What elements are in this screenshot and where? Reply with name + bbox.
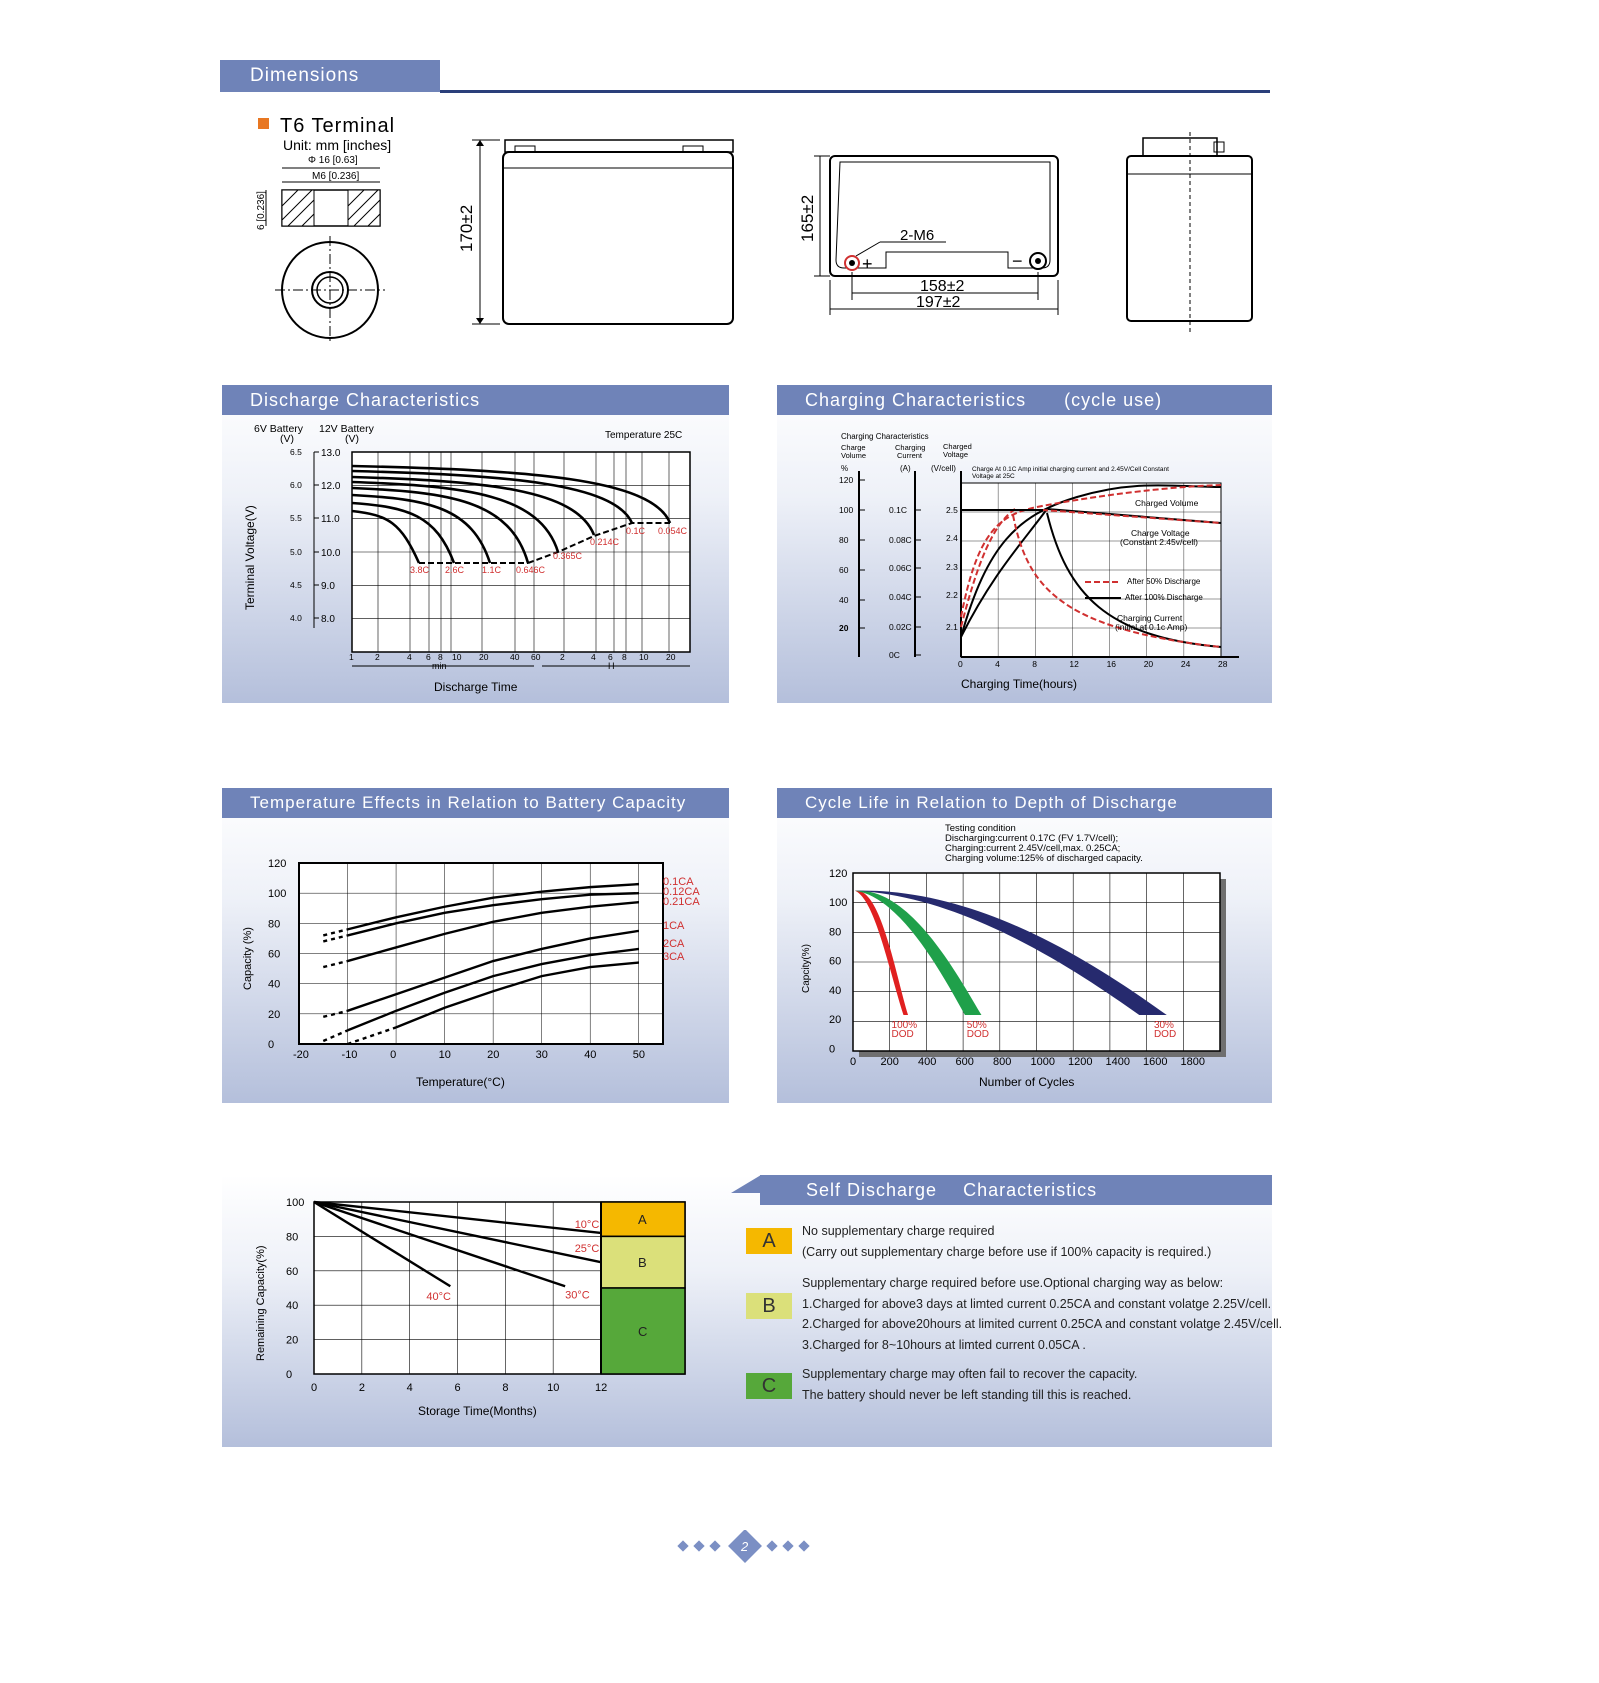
temperature-series-label: 1CA	[663, 920, 685, 932]
storage-xlabel: Storage Time(Months)	[418, 1404, 537, 1418]
storage-xtick: 6	[454, 1382, 461, 1394]
svg-text:−: −	[1012, 251, 1023, 271]
temperature-chart	[222, 818, 729, 1103]
diamond-icon	[782, 1540, 793, 1551]
zone-b-line1: 1.Charged for above3 days at limted current 0.25CA and constant volatge 2.25V/cell.	[802, 1297, 1272, 1311]
charging-ytick-current: 0.06C	[889, 563, 912, 573]
discharge-ytick-12v: 12.0	[321, 481, 341, 492]
storage-ytick: 20	[286, 1334, 299, 1347]
svg-text:Discharging:current 0.17C (FV: Discharging:current 0.17C (FV 1.7V/cell);	[945, 833, 1119, 844]
storage-series-label: 25°C	[574, 1242, 600, 1255]
cycle-series-label: 30%	[1153, 1020, 1174, 1031]
discharge-xtick: 1	[349, 652, 354, 662]
discharge-series-label: 0.214C	[590, 537, 620, 547]
discharge-xtick: 8	[622, 652, 627, 662]
temperature-xlabel: Temperature(°C)	[416, 1075, 505, 1089]
storage-chart	[222, 1175, 722, 1447]
page-number-ornament	[675, 1530, 815, 1564]
temperature-ytick: 0	[268, 1039, 275, 1051]
storage-ytick: 40	[286, 1300, 299, 1313]
svg-text:Charging:current 2.45V/cell,ma: Charging:current 2.45V/cell,max. 0.25CA;	[945, 843, 1121, 854]
dim-170: 170±2	[457, 204, 476, 252]
self-discharge-title-2: Characteristics	[963, 1180, 1098, 1200]
discharge-xtick: 2	[375, 652, 380, 662]
cycle-series-label: DOD	[891, 1029, 914, 1040]
temperature-ytick: 20	[268, 1008, 281, 1021]
cycle-series-label: DOD	[966, 1029, 990, 1040]
svg-text:Charging volume:125% of discha: Charging volume:125% of discharged capacity.	[945, 853, 1143, 864]
svg-text:Charge Voltage: Charge Voltage	[1131, 528, 1190, 538]
self-discharge-header	[760, 1175, 1272, 1205]
cycle-xtick: 1000	[1030, 1056, 1055, 1068]
svg-text:+: +	[862, 254, 873, 274]
page-number: 2	[741, 1539, 749, 1554]
storage-ylabel: Remaining Capacity(%)	[255, 1245, 267, 1361]
charging-ytick-volume: 40	[839, 595, 849, 605]
discharge-xtick: 60	[531, 652, 541, 662]
cycle-chart	[777, 818, 1272, 1103]
discharge-6v-head: 6V Battery	[254, 423, 304, 435]
temperature-ylabel: Capacity (%)	[242, 927, 254, 990]
discharge-ytick-12v: 9.0	[321, 581, 335, 592]
charging-xtick: 0	[958, 659, 963, 669]
charging-chart	[777, 415, 1272, 703]
svg-text:(V): (V)	[345, 433, 359, 445]
temperature-xtick: 20	[487, 1049, 500, 1061]
charging-xtick: 16	[1106, 659, 1117, 669]
charging-title: Charging Characteristics	[805, 390, 1027, 410]
temperature-series-label: 0.1CA	[663, 876, 694, 888]
charging-xlabel: Charging Time(hours)	[961, 677, 1078, 691]
svg-text:(V): (V)	[280, 433, 294, 445]
cycle-series-label: 100%	[891, 1020, 918, 1031]
dim-197: 197±2	[916, 294, 961, 311]
discharge-ytick-6v: 4.5	[290, 580, 302, 590]
svg-text:Testing condition: Testing condition	[945, 823, 1016, 834]
temperature-title: Temperature Effects in Relation to Battery Capacity	[250, 793, 687, 812]
charging-ytick-current: 0C	[889, 650, 900, 660]
discharge-ytick-6v: 5.0	[290, 547, 302, 557]
discharge-12v-head: 12V Battery	[319, 423, 374, 435]
svg-text:After 50% Discharge: After 50% Discharge	[1127, 577, 1201, 586]
charging-title-2: (cycle use)	[1064, 390, 1163, 410]
cycle-ytick: 100	[829, 897, 848, 910]
terminal-bullet-icon	[258, 118, 269, 129]
svg-text:min: min	[432, 661, 447, 671]
temperature-ytick: 120	[268, 858, 287, 870]
discharge-ytick-12v: 13.0	[321, 448, 341, 459]
discharge-series-label: 0.054C	[658, 526, 688, 536]
cycle-ylabel: Capcity(%)	[801, 944, 812, 993]
temperature-xtick: 30	[535, 1049, 548, 1061]
discharge-series-label: 1.1C	[482, 565, 502, 575]
discharge-ytick-6v: 6.0	[290, 480, 302, 490]
discharge-xtick: 20	[479, 652, 489, 662]
cycle-xtick: 1800	[1180, 1056, 1205, 1068]
charging-ytick-volume: 20	[839, 623, 849, 633]
svg-text:H: H	[608, 661, 615, 671]
storage-xtick: 12	[595, 1382, 608, 1394]
zone-b-line2: 2.Charged for above20hours at limited current 0.25CA and constant volatge 2.45V/cell.	[802, 1317, 1283, 1331]
storage-series-label: 10°C	[574, 1218, 600, 1231]
charging-ytick-voltage: 2.5	[946, 505, 958, 515]
zone-c-badge: C	[746, 1373, 792, 1399]
svg-text:Charging Current: Charging Current	[1117, 613, 1183, 623]
discharge-ylabel: Terminal Voltage(V)	[243, 505, 257, 610]
discharge-series-label: 2.6C	[445, 565, 465, 575]
temperature-xtick: 40	[584, 1049, 597, 1061]
discharge-xtick: 6	[608, 652, 613, 662]
dimensions-header	[220, 60, 440, 92]
charging-ytick-current: 0.04C	[889, 592, 912, 602]
charging-ytick-volume: 100	[839, 505, 854, 515]
storage-ytick: 80	[286, 1231, 299, 1244]
cycle-ytick: 60	[829, 955, 842, 968]
dim-165: 165±2	[798, 194, 817, 242]
cycle-xtick: 600	[955, 1056, 974, 1068]
svg-text:(A): (A)	[900, 464, 911, 473]
svg-text:(V/cell): (V/cell)	[931, 464, 956, 473]
dimensions-rule	[440, 90, 1270, 93]
svg-text:Charge: Charge	[841, 443, 866, 452]
diamond-icon	[798, 1540, 809, 1551]
discharge-temp: Temperature 25C	[605, 430, 683, 441]
cycle-xtick: 1400	[1105, 1056, 1130, 1068]
diamond-icon	[693, 1540, 704, 1551]
storage-xtick: 4	[406, 1382, 413, 1394]
discharge-ytick-12v: 10.0	[321, 548, 341, 559]
zone-b-line3: 3.Charged for 8~10hours at limted current 0.05CA .	[802, 1338, 1086, 1352]
zone-a-line2: (Carry out supplementary charge before use if 100% capacity is required.)	[802, 1245, 1212, 1259]
charging-xtick: 28	[1218, 659, 1228, 669]
self-discharge-title: Self Discharge	[806, 1180, 938, 1200]
cycle-series-label: 50%	[966, 1020, 987, 1031]
cycle-ytick: 40	[829, 984, 842, 997]
discharge-xtick: 2	[560, 652, 565, 662]
discharge-ytick-12v: 8.0	[321, 614, 335, 625]
storage-series-label: 30°C	[565, 1289, 590, 1302]
cycle-xtick: 200	[880, 1056, 899, 1068]
charging-xtick: 12	[1069, 659, 1079, 669]
cycle-xtick: 0	[850, 1056, 857, 1068]
temperature-ytick: 60	[268, 948, 281, 961]
charging-ytick-current: 0.1C	[889, 505, 907, 515]
discharge-xtick: 8	[438, 652, 443, 662]
charging-xtick: 4	[995, 659, 1000, 669]
svg-text:Charging: Charging	[895, 443, 926, 452]
zone-c-line2: The battery should never be left standing till this is reached.	[802, 1388, 1132, 1402]
discharge-xtick: 10	[452, 652, 462, 662]
svg-text:Voltage: Voltage	[943, 450, 969, 459]
discharge-xlabel: Discharge Time	[434, 680, 518, 694]
svg-text:Current: Current	[897, 451, 923, 460]
cycle-xtick: 800	[993, 1056, 1012, 1068]
cycle-ytick: 0	[829, 1043, 836, 1056]
temperature-xtick: 0	[390, 1049, 397, 1061]
discharge-series-label: 0.646C	[516, 565, 546, 575]
terminal-title: T6 Terminal	[280, 115, 396, 137]
terminal-h6: 6 [0.236]	[256, 191, 267, 230]
cycle-ytick: 80	[829, 926, 842, 939]
charging-xtick: 8	[1032, 659, 1038, 669]
cycle-xtick: 1200	[1068, 1056, 1093, 1068]
cycle-ytick: 120	[829, 868, 848, 880]
zone-b-line0: Supplementary charge required before use.Optional charging way as below:	[802, 1276, 1224, 1290]
dim-158: 158±2	[920, 278, 965, 295]
zone-b-badge: B	[746, 1293, 792, 1319]
self-discharge-tab-icon	[731, 1175, 761, 1195]
svg-text:After 100% Discharge: After 100% Discharge	[1125, 593, 1203, 602]
temperature-ytick: 80	[268, 918, 281, 931]
storage-zone-label: A	[638, 1212, 647, 1228]
charging-ytick-current: 0.02C	[889, 622, 912, 632]
dimension-drawings	[230, 100, 1280, 350]
temperature-ytick: 40	[268, 978, 281, 991]
cycle-title: Cycle Life in Relation to Depth of Discharge	[805, 793, 1178, 812]
charging-ytick-voltage: 2.4	[946, 533, 958, 543]
temperature-ytick: 100	[268, 888, 287, 901]
storage-zone-label: B	[638, 1255, 647, 1271]
discharge-xtick: 10	[639, 652, 649, 662]
temperature-series-label: 2CA	[663, 938, 685, 950]
svg-text:(initial at 0.1c Amp): (initial at 0.1c Amp)	[1115, 622, 1188, 632]
charging-ytick-voltage: 2.2	[946, 590, 958, 600]
discharge-ytick-6v: 4.0	[290, 613, 302, 623]
charging-ytick-current: 0.08C	[889, 535, 912, 545]
storage-ytick: 60	[286, 1265, 299, 1278]
storage-zone-label: C	[638, 1324, 648, 1339]
svg-text:Volume: Volume	[841, 451, 867, 460]
discharge-ytick-6v: 6.5	[290, 447, 302, 457]
temperature-series-label: 3CA	[663, 951, 685, 963]
discharge-series-label: 3.8C	[410, 565, 430, 575]
diamond-icon	[677, 1540, 688, 1551]
svg-text:Charged: Charged	[943, 442, 972, 451]
zone-c-line1: Supplementary charge may often fail to recover the capacity.	[802, 1367, 1138, 1381]
discharge-series-label: 0.365C	[553, 551, 583, 561]
temperature-xtick: 10	[438, 1049, 451, 1061]
svg-text:Charging Characteristics: Charging Characteristics	[841, 432, 929, 441]
cycle-xtick: 1600	[1143, 1056, 1168, 1068]
charging-header	[777, 385, 1272, 415]
discharge-xtick: 4	[591, 652, 596, 662]
cycle-xtick: 400	[918, 1056, 937, 1068]
temperature-header	[222, 788, 729, 818]
discharge-xtick: 4	[407, 652, 412, 662]
storage-xtick: 10	[547, 1382, 560, 1394]
charging-ytick-voltage: 2.1	[946, 622, 958, 632]
terminal-m6: M6 [0.236]	[312, 171, 360, 182]
discharge-series-label: 0.1C	[626, 526, 646, 536]
storage-series-label: 40°C	[426, 1291, 451, 1304]
dim-2m6: 2-M6	[900, 227, 935, 244]
svg-text:Charge At 0.1C Amp initial cha: Charge At 0.1C Amp initial charging current and 2.45V/Cell Constant	[972, 466, 1169, 473]
cycle-ytick: 20	[829, 1014, 842, 1027]
svg-text:%: %	[841, 464, 849, 473]
charging-ytick-volume: 120	[839, 475, 854, 485]
cycle-header	[777, 788, 1272, 818]
storage-xtick: 8	[502, 1382, 509, 1394]
discharge-xtick: 20	[666, 652, 676, 662]
discharge-header	[222, 385, 729, 415]
charging-ytick-voltage: 2.3	[946, 562, 958, 572]
temperature-xtick: -20	[293, 1049, 309, 1061]
discharge-xtick: 6	[426, 652, 431, 662]
terminal-unit: Unit: mm [inches]	[283, 137, 392, 153]
dimensions-title: Dimensions	[250, 65, 360, 86]
terminal-phi: Φ 16 [0.63]	[308, 155, 358, 166]
temperature-xtick: 50	[632, 1049, 645, 1061]
charging-ytick-volume: 80	[839, 535, 849, 545]
charging-ytick-volume: 60	[839, 565, 849, 575]
storage-ytick: 0	[286, 1369, 293, 1381]
charging-xtick: 20	[1143, 659, 1154, 669]
diamond-icon	[709, 1540, 720, 1551]
storage-xtick: 2	[358, 1382, 365, 1394]
temperature-series-label: 0.21CA	[663, 896, 700, 908]
svg-text:Voltage at 25C: Voltage at 25C	[972, 473, 1015, 480]
temperature-xtick: -10	[341, 1049, 358, 1061]
svg-text:(Constant 2.45v/cell): (Constant 2.45v/cell)	[1120, 537, 1198, 547]
charging-xtick: 24	[1180, 659, 1191, 669]
temperature-series-label: 0.12CA	[663, 886, 700, 898]
diamond-icon	[766, 1540, 777, 1551]
storage-ytick: 100	[286, 1197, 305, 1209]
discharge-ytick-12v: 11.0	[321, 514, 340, 525]
zone-a-line1: No supplementary charge required	[802, 1224, 995, 1238]
discharge-xtick: 40	[510, 652, 520, 662]
cycle-series-label: DOD	[1153, 1029, 1177, 1040]
zone-a-badge: A	[746, 1228, 792, 1254]
svg-text:Charged Volume: Charged Volume	[1135, 498, 1199, 508]
storage-xtick: 0	[311, 1382, 318, 1394]
cycle-xlabel: Number of Cycles	[979, 1075, 1075, 1089]
discharge-chart	[222, 415, 729, 703]
discharge-title: Discharge Characteristics	[250, 390, 481, 410]
discharge-ytick-6v: 5.5	[290, 513, 302, 523]
